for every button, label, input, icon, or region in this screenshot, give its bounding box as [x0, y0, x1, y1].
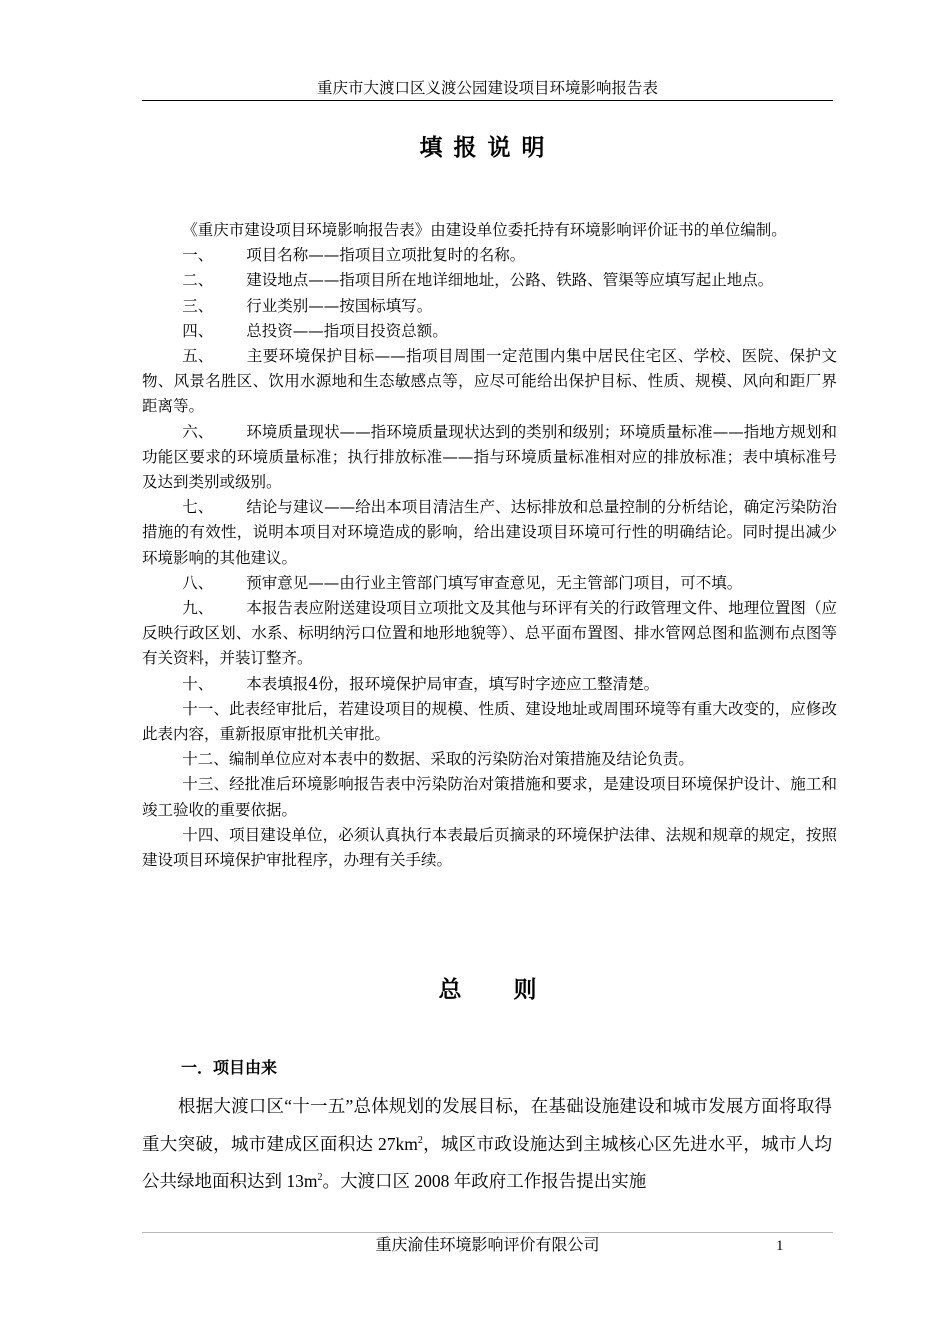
item-text: 编制单位应对本表中的数据、采取的污染防治对策措施及结论负责。	[228, 750, 694, 769]
general-heading-part: 总	[438, 977, 462, 1003]
item-number: 九、	[182, 599, 214, 618]
instruction-item	[142, 747, 837, 772]
item-number: 十、	[182, 674, 214, 693]
item-number: 十二、	[182, 750, 229, 769]
item-number: 七、	[182, 498, 214, 517]
superscript: 2	[317, 1172, 323, 1184]
item-text: 结论与建议——给出本项目清洁生产、达标排放和总量控制的分析结论，确定污染防治措施的有效性，说明本项目对环境造成的影响，给出建设项目环境可行性的明确结论。同时提出减少环境影响的其他建议。	[142, 498, 837, 567]
instruction-item	[142, 495, 837, 571]
item-text: 经批准后环境影响报告表中污染防治对策措施和要求，是建设项目环境保护设计、施工和竣工验收的重要依据。	[142, 775, 837, 819]
general-heading-part: 则	[513, 977, 537, 1003]
item-number: 二、	[182, 271, 214, 290]
superscript: 2	[417, 1134, 423, 1146]
instruction-item	[142, 243, 837, 268]
item-number: 三、	[182, 296, 214, 315]
body-text-segment: 。大渡口区 2008 年政府工作报告提出实施	[322, 1171, 647, 1191]
body-text-segment: ，城区市政设施达到主城核心区先进水平，城市人均公共绿地面积达到 13m	[142, 1133, 832, 1191]
instruction-item	[142, 420, 837, 496]
instruction-item	[142, 268, 837, 293]
instruction-item	[142, 571, 837, 596]
item-number: 六、	[182, 422, 214, 441]
page-number: 1	[776, 1238, 784, 1254]
instruction-item	[142, 319, 837, 344]
instruction-item	[142, 823, 837, 873]
page-header-title: 重庆市大渡口区义渡公园建设项目环境影响报告表	[316, 79, 658, 97]
item-number: 八、	[182, 573, 214, 592]
instruction-item	[142, 344, 837, 420]
item-text: 项目名称——指项目立项批复时的名称。	[246, 246, 526, 265]
instruction-item	[142, 672, 837, 697]
instructions-list	[142, 218, 837, 873]
item-text: 本表填报4份，报环境保护局审查，填写时字迹应工整清楚。	[246, 674, 660, 693]
section-title: 一．项目由来	[181, 1058, 278, 1077]
item-text: 行业类别——按国标填写。	[246, 296, 433, 315]
item-text: 此表经审批后，若建设项目的规模、性质、建设地址或周围环境等有重大改变的，应修改此表内容，重新报原审批机关审批。	[142, 699, 837, 744]
item-number: 十四、	[182, 825, 230, 844]
instruction-item	[142, 294, 837, 319]
item-number: 十一、	[182, 699, 230, 718]
item-number: 五、	[182, 347, 214, 366]
body-paragraph	[142, 1088, 832, 1201]
instruction-item	[142, 697, 837, 747]
item-text: 总投资——指项目投资总额。	[246, 321, 448, 340]
item-number: 十三、	[182, 775, 230, 794]
footer-company: 重庆渝佳环境影响评价有限公司	[375, 1235, 600, 1254]
section-body	[142, 1088, 832, 1201]
item-text: 环境质量现状——指环境质量现状达到的类别和级别；环境质量标准——指地方规划和功能区要求的环境质量标准；执行排放标准——指与环境质量标准相对应的排放标准；表中填标准号及达到类别或级别。	[142, 422, 837, 492]
item-number: 四、	[182, 321, 214, 340]
instruction-item	[142, 596, 837, 672]
item-text: 预审意见——由行业主管部门填写审查意见，无主管部门项目，可不填。	[246, 573, 743, 592]
instructions-heading: 填报说明	[419, 135, 556, 161]
instructions-intro: 《重庆市建设项目环境影响报告表》由建设单位委托持有环境影响评价证书的单位编制。	[182, 221, 787, 239]
general-heading	[142, 971, 833, 1004]
header-divider	[142, 100, 833, 101]
item-text: 建设地点——指项目所在地详细地址，公路、铁路、管渠等应填写起止地点。	[246, 271, 774, 290]
item-text: 项目建设单位，必须认真执行本表最后页摘录的环境保护法律、法规和规章的规定，按照建设项目环境保护审批程序，办理有关手续。	[142, 825, 837, 870]
body-text-segment: 根据大渡口区“十一五”总体规划的发展目标，在基础设施建设和城市发展方面将取得重大突破，城市建成区面积达 27km	[142, 1096, 832, 1154]
item-text: 本报告表应附送建设项目立项批文及其他与环评有关的行政管理文件、地理位置图（应反映行政区划、水系、标明纳污口位置和地形地貌等）、总平面布置图、排水管网总图和监测布点图等有关资料，并装订整齐。	[142, 599, 837, 668]
item-number: 一、	[182, 246, 214, 265]
item-text: 主要环境保护目标——指项目周围一定范围内集中居民住宅区、学校、医院、保护文物、风景名胜区、饮用水源地和生态敏感点等，应尽可能给出保护目标、性质、规模、风向和距厂界距离等。	[142, 347, 837, 416]
instruction-item	[142, 772, 837, 822]
